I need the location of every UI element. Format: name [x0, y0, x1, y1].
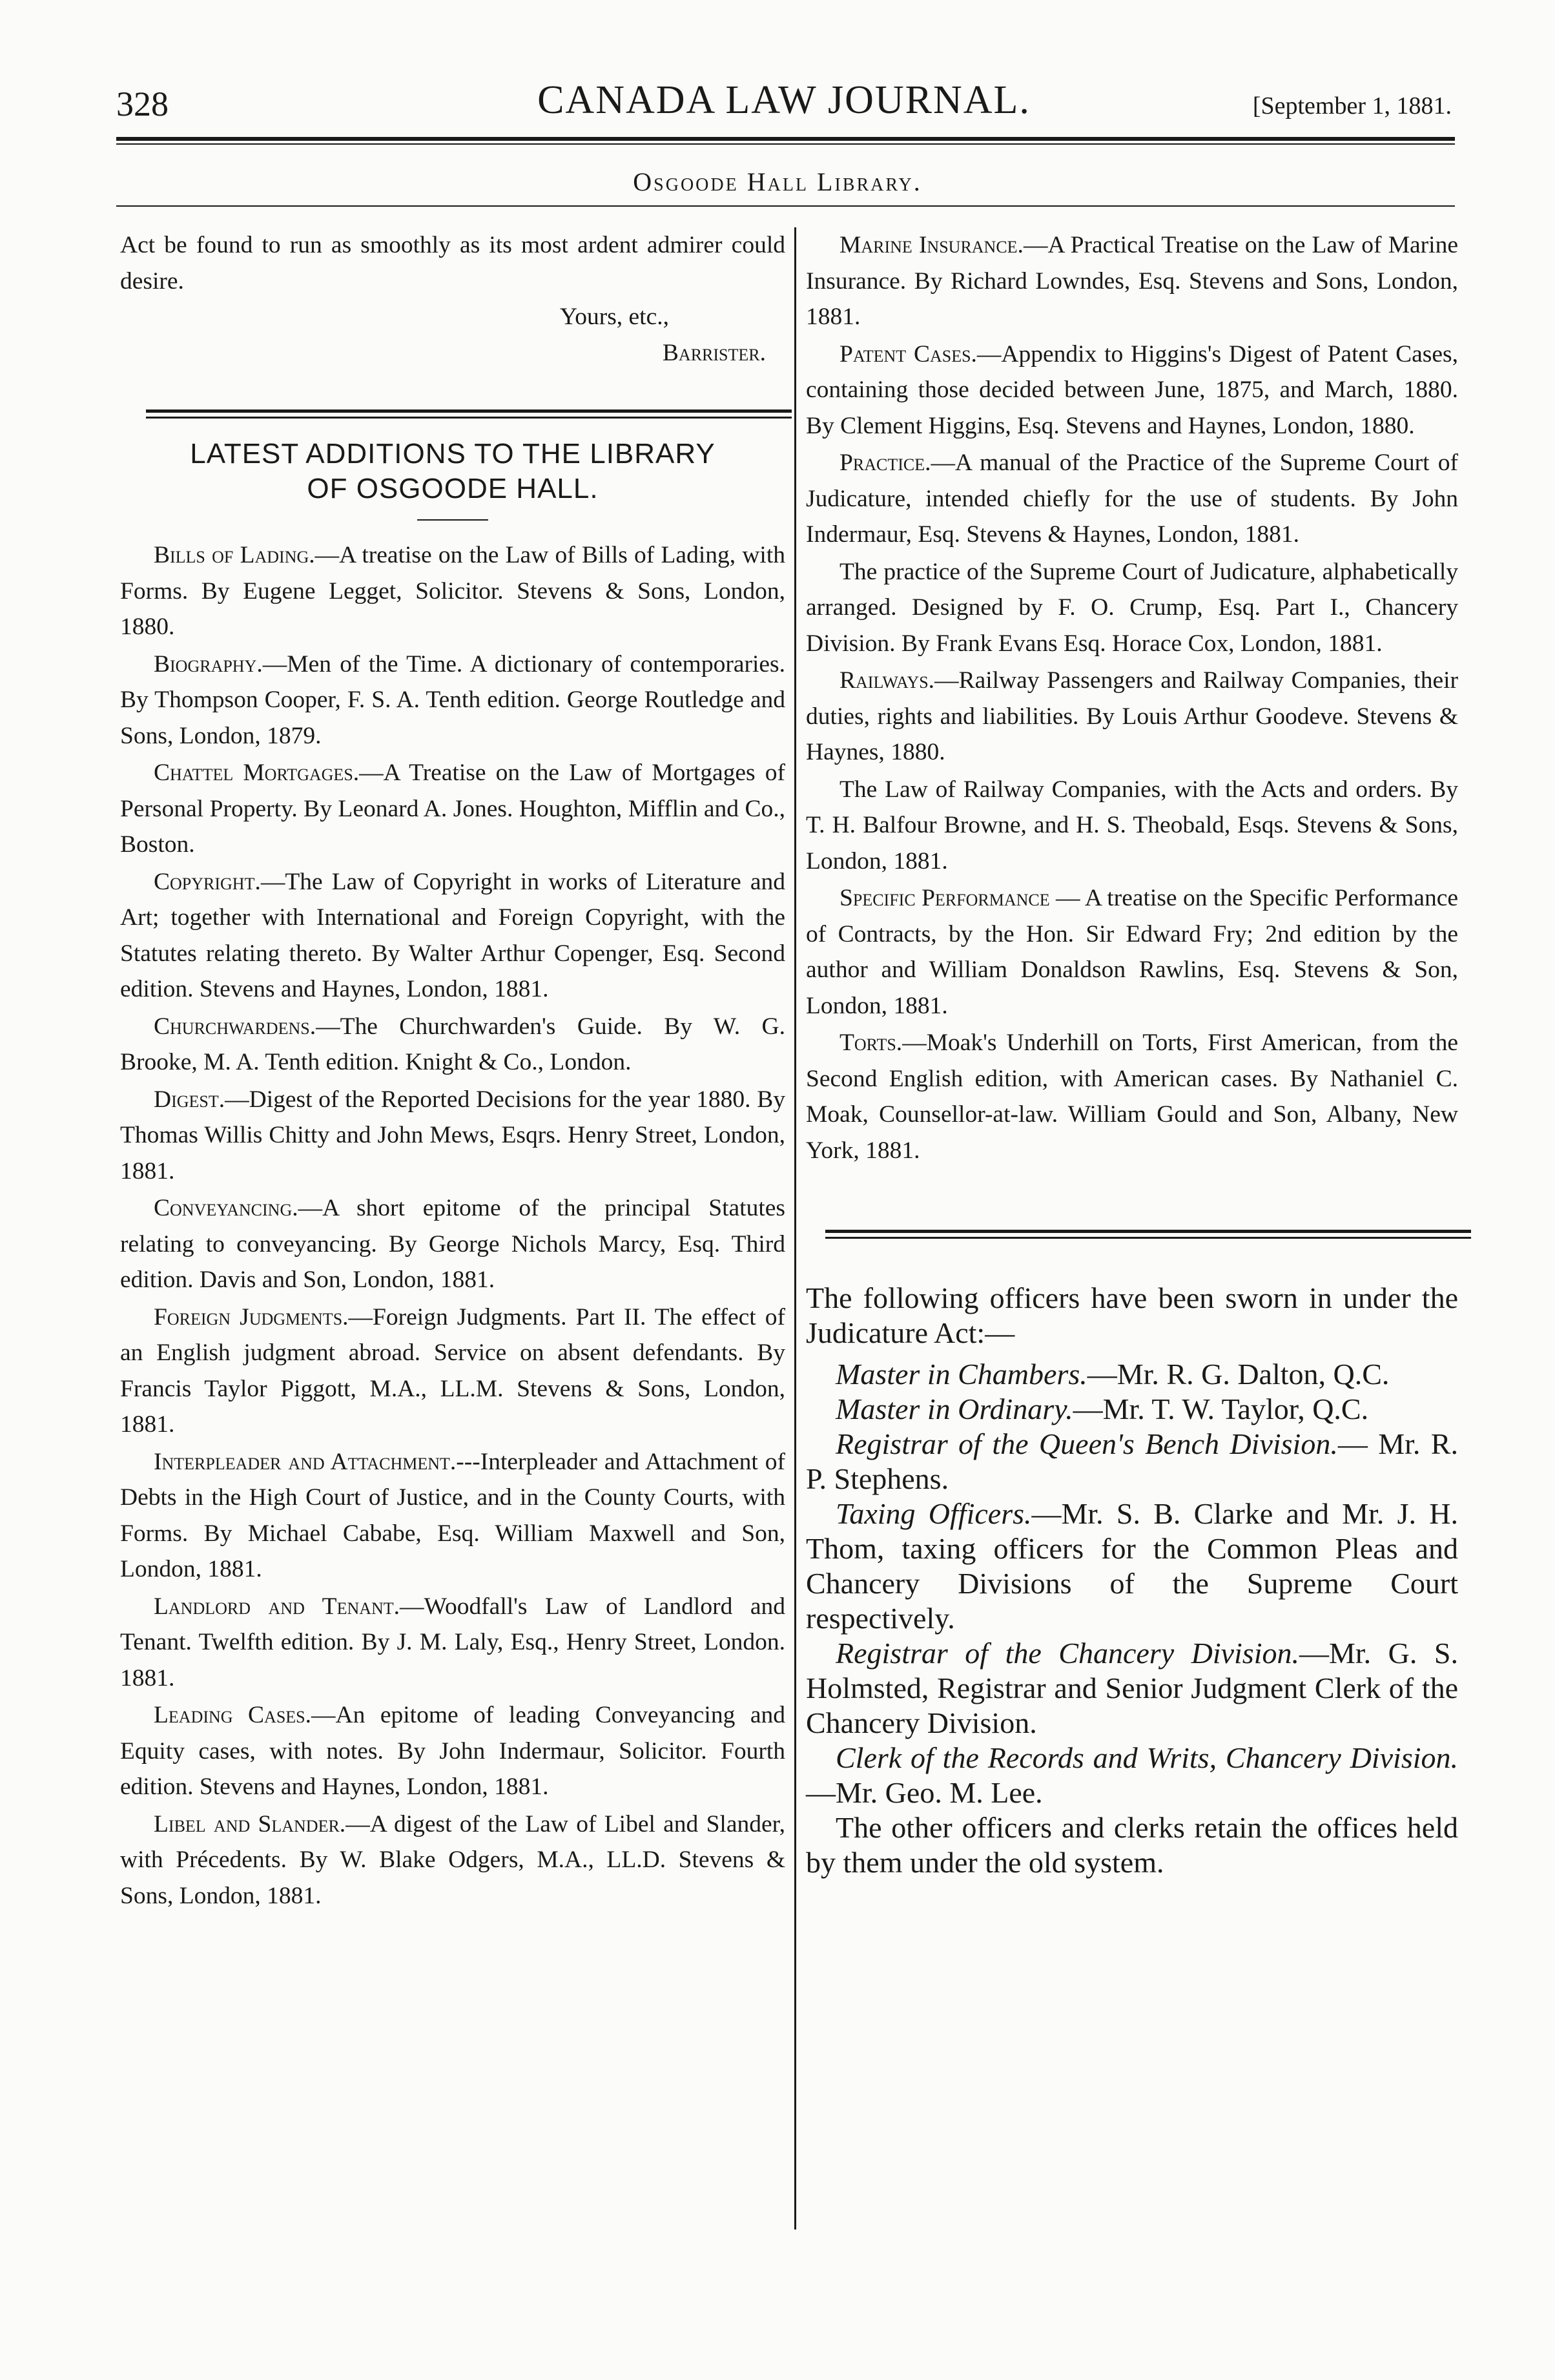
- library-entry: [806, 1025, 1458, 1168]
- officer-office: Clerk of the Records and Writs, Chancery Division.: [836, 1741, 1458, 1774]
- entry-text: — A treatise on the Specific Performance of Contracts, by the Hon. Sir Edward Fry; 2nd edition by the author and William Donaldson Rawlins, Esq. Stevens & Son, London, 1881.: [806, 885, 1458, 1019]
- entry-text: —The Law of Copyright in works of Literature and Art; together with International and Foreign Copyright, with the Statutes relating thereto. By Walter Arthur Copenger, Esq. Second edition. Stevens and Haynes, London, 1881.: [120, 868, 785, 1002]
- library-entry: [120, 1299, 785, 1443]
- column-divider: [794, 227, 796, 2230]
- officer-appointment: [806, 1741, 1458, 1810]
- library-entry: [120, 1444, 785, 1588]
- library-entry: [806, 772, 1458, 880]
- officer-appointment: [806, 1392, 1458, 1427]
- entry-text: —Moak's Underhill on Torts, First American, from the Second English edition, with American cases. By Nathaniel C. Moak, Counsellor-at-law. William Gould and Son, Albany, New York, 1881.: [806, 1030, 1458, 1164]
- entry-subject: Copyright.: [154, 868, 261, 895]
- entry-subject: Chattel Mortgages.: [154, 760, 360, 786]
- entry-subject: Torts.: [839, 1030, 903, 1056]
- left-column: [120, 227, 785, 1915]
- entry-subject: Railways.: [839, 667, 935, 694]
- right-entries: [806, 227, 1458, 1168]
- officer-name: —Mr. S. B. Clarke and Mr. J. H. Thom, taxing officers for the Common Pleas and Chancery Divisions of the Supreme Court respectively.: [806, 1497, 1458, 1635]
- section-rule: [146, 409, 792, 419]
- journal-title: CANADA LAW JOURNAL.: [537, 78, 1031, 122]
- right-column: [806, 227, 1458, 1880]
- officer-appointment: [806, 1636, 1458, 1741]
- officer-name: —Mr. R. G. Dalton, Q.C.: [1087, 1358, 1390, 1391]
- entry-text: The Law of Railway Companies, with the Acts and orders. By T. H. Balfour Browne, and H. S. Theobald, Esqs. Stevens & Sons, London, 1881.: [806, 776, 1458, 874]
- officers-intro: The following officers have been sworn in under the Judicature Act:—: [806, 1281, 1458, 1349]
- officer-appointment: [806, 1427, 1458, 1496]
- entry-subject: Landlord and Tenant.: [154, 1593, 400, 1620]
- library-entry: [806, 336, 1458, 444]
- entry-subject: Churchwardens.: [154, 1013, 316, 1040]
- officer-name: — Mr. R. P. Stephens.: [806, 1427, 1458, 1495]
- page-number: 328: [116, 85, 169, 123]
- library-heading: [120, 437, 785, 506]
- library-entry: [120, 864, 785, 1008]
- entry-text: —A manual of the Practice of the Supreme Court of Judicature, intended chiefly for the use of students. By John Indermaur, Esq. Stevens & Haynes, London, 1881.: [806, 450, 1458, 548]
- entry-subject: Conveyancing.: [154, 1195, 298, 1221]
- letter-signature: Barrister.: [662, 339, 766, 366]
- entry-subject: Digest.: [154, 1086, 225, 1113]
- library-entry: [120, 537, 785, 645]
- entry-subject: Practice.: [839, 450, 931, 476]
- library-entry: [806, 554, 1458, 662]
- entry-text: ---Interpleader and Attachment of Debts in the High Court of Justice, and in the County Courts, with Forms. By Michael Cababe, Esq. William Maxwell and Son, London, 1881.: [120, 1448, 786, 1582]
- entry-text: —A Treatise on the Law of Mortgages of Personal Property. By Leonard A. Jones. Houghton, Mifflin and Co., Boston.: [120, 760, 785, 858]
- officers-notice: [806, 1281, 1458, 1880]
- library-entry: [120, 1806, 785, 1914]
- officer-name: —Mr. T. W. Taylor, Q.C.: [1073, 1392, 1369, 1425]
- header-rule: [116, 137, 1455, 141]
- library-entry: [120, 755, 785, 863]
- entry-subject: Interpleader and Attachment.: [154, 1448, 457, 1475]
- entry-text: —Men of the Time. A dictionary of contemporaries. By Thompson Cooper, F. S. A. Tenth edition. George Routledge and Sons, London, 1879.: [120, 650, 785, 749]
- officer-appointment: [806, 1357, 1458, 1392]
- officer-office: Registrar of the Queen's Bench Division.: [836, 1427, 1338, 1460]
- subtitle-rule: [116, 205, 1455, 207]
- library-entry: [806, 445, 1458, 553]
- entry-text: —A digest of the Law of Libel and Slander, with Précedents. By W. Blake Odgers, M.A., LL.D. Stevens & Sons, London, 1881.: [120, 1810, 785, 1909]
- entry-text: —A short epitome of the principal Statutes relating to conveyancing. By George Nichols Marcy, Esq. Third edition. Davis and Son, London, 1881.: [120, 1195, 785, 1293]
- library-entry: [120, 647, 785, 754]
- officer-name: —Mr. Geo. M. Lee.: [806, 1776, 1043, 1809]
- issue-date: [September 1, 1881.: [1252, 92, 1452, 119]
- library-entry: [806, 880, 1458, 1024]
- letter-end-text: Act be found to run as smoothly as its most ardent admirer could desire.: [120, 232, 785, 295]
- officer-list: [806, 1357, 1458, 1810]
- entry-subject: Biography.: [154, 650, 263, 678]
- entry-text: —Appendix to Higgins's Digest of Patent Cases, containing those decided between June, 1875, and March, 1880. By Clement Higgins, Esq. Stevens and Haynes, London, 1880.: [806, 340, 1458, 439]
- library-entry: [120, 1697, 785, 1805]
- heading-short-rule: [417, 519, 488, 521]
- entry-subject: Leading Cases.: [154, 1702, 312, 1728]
- library-entry: [120, 1009, 785, 1081]
- entry-text: The practice of the Supreme Court of Judicature, alphabetically arranged. Designed by F. O. Crump, Esq. Part I., Chancery Division. By Frank Evans Esq. Horace Cox, London, 1881.: [806, 558, 1458, 657]
- officers-closing: The other officers and clerks retain the offices held by them under the old system.: [806, 1811, 1458, 1879]
- library-entry: [806, 663, 1458, 771]
- section-rule-right: [825, 1230, 1471, 1239]
- header-rule-thin: [116, 143, 1455, 145]
- library-entry: [806, 227, 1458, 335]
- entry-text: —A Practical Treatise on the Law of Marine Insurance. By Richard Lowndes, Esq. Stevens and Sons, London, 1881.: [806, 232, 1458, 330]
- library-entry: [120, 1190, 785, 1298]
- library-entry: [120, 1589, 785, 1697]
- library-heading-line1: LATEST ADDITIONS TO THE LIBRARY: [190, 438, 716, 470]
- entry-text: —Woodfall's Law of Landlord and Tenant. Twelfth edition. By J. M. Laly, Esq., Henry Street, London. 1881.: [120, 1593, 785, 1692]
- entry-text: —A treatise on the Law of Bills of Lading, with Forms. By Eugene Legget, Solicitor. Stevens & Sons, London, 1880.: [120, 542, 786, 640]
- entry-text: —Digest of the Reported Decisions for the year 1880. By Thomas Willis Chitty and John Mews, Esqrs. Henry Street, London, 1881.: [120, 1086, 785, 1185]
- library-heading-line2: OF OSGOODE HALL.: [307, 473, 599, 504]
- entry-text: —An epitome of leading Conveyancing and Equity cases, with notes. By John Indermaur, Solicitor. Fourth edition. Stevens and Haynes, London, 1881.: [120, 1702, 785, 1800]
- entry-subject: Libel and Slander.: [154, 1810, 346, 1837]
- officer-office: Taxing Officers.: [836, 1497, 1032, 1530]
- entry-subject: Specific Performance: [839, 885, 1050, 911]
- running-subtitle: Osgoode Hall Library.: [633, 167, 922, 196]
- officer-office: Master in Chambers.: [836, 1358, 1087, 1391]
- entry-text: —Railway Passengers and Railway Companies, their duties, rights and liabilities. By Louis Arthur Goodeve. Stevens & Haynes, 1880.: [806, 667, 1458, 765]
- entry-text: —Foreign Judgments. Part II. The effect of an English judgment abroad. Service on absent defendants. By Francis Taylor Piggott, M.A., LL.M. Stevens & Sons, London, 1881.: [120, 1303, 786, 1438]
- entry-subject: Bills of Lading.: [154, 542, 315, 568]
- library-entry: [120, 1082, 785, 1190]
- entry-text: —The Churchwarden's Guide. By W. G. Brooke, M. A. Tenth edition. Knight & Co., London.: [120, 1013, 785, 1075]
- left-entries: [120, 537, 785, 1914]
- letter-closing: Yours, etc.,: [559, 304, 669, 330]
- officer-appointment: [806, 1496, 1458, 1636]
- entry-subject: Foreign Judgments.: [154, 1303, 349, 1330]
- officer-office: Master in Ordinary.: [836, 1392, 1073, 1425]
- officer-office: Registrar of the Chancery Division.: [836, 1637, 1299, 1670]
- page-header: [116, 78, 1452, 142]
- officer-name: —Mr. G. S. Holmsted, Registrar and Senior Judgment Clerk of the Chancery Division.: [806, 1637, 1458, 1739]
- entry-subject: Marine Insurance.: [839, 232, 1024, 258]
- entry-subject: Patent Cases.: [839, 340, 977, 367]
